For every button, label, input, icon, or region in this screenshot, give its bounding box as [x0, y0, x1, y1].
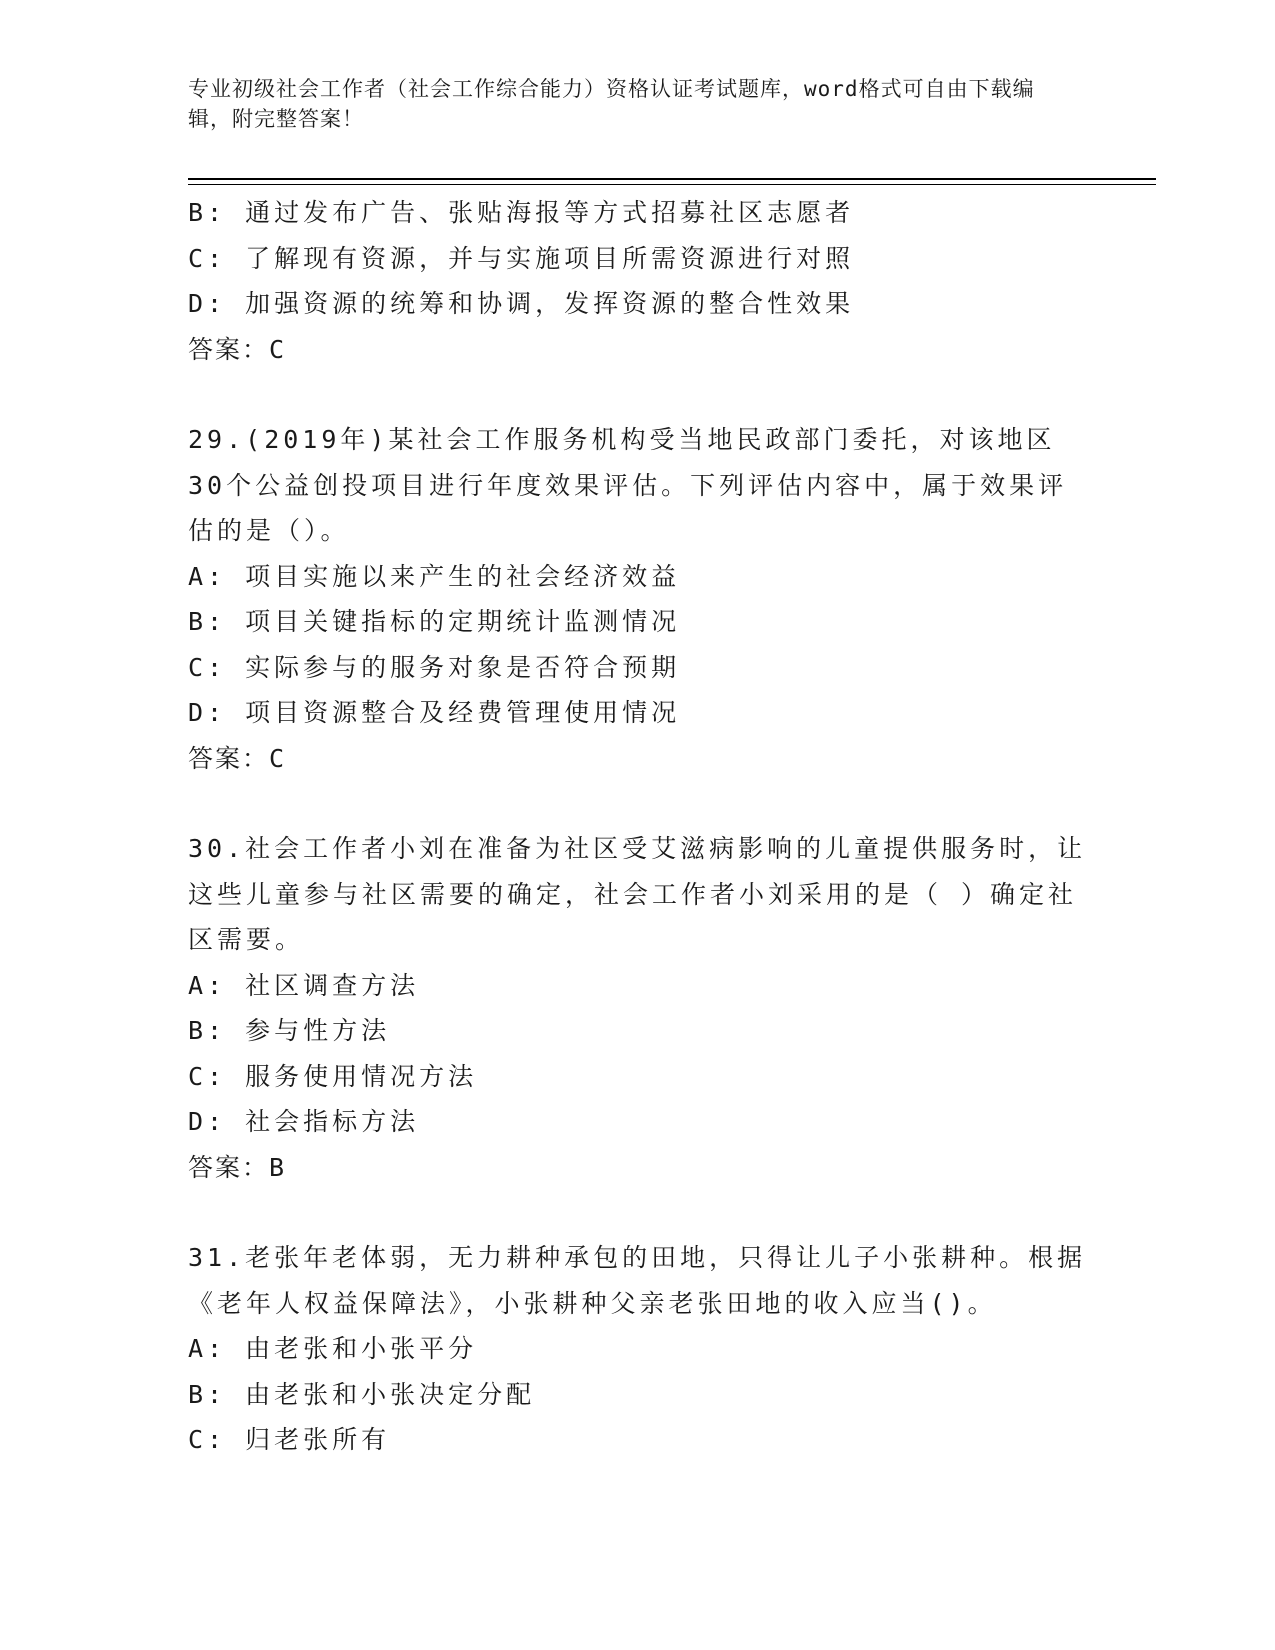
option-d: D: 项目资源整合及经费管理使用情况: [188, 698, 681, 727]
question-text: 31.老张年老体弱，无力耕种承包的田地，只得让儿子小张耕种。根据《老年人权益保障法》，小张耕种父亲老张田地的收入应当()。: [188, 1243, 1087, 1318]
option-a: A: 社区调查方法: [188, 970, 420, 1000]
option-b: B: 项目关键指标的定期统计监测情况: [188, 607, 681, 636]
header-rule-thin: [188, 184, 1156, 185]
question-30: [188, 826, 1088, 1190]
question-29: [188, 417, 1088, 781]
option-c: C: 实际参与的服务对象是否符合预期: [188, 652, 681, 682]
option-c: C: 了解现有资源，并与实施项目所需资源进行对照: [188, 243, 855, 273]
question-text: 30.社会工作者小刘在准备为社区受艾滋病影响的儿童提供服务时，让这些儿童参与社区需要的确定，社会工作者小刘采用的是（ ）确定社区需要。: [188, 834, 1087, 954]
question-31: [188, 1235, 1088, 1463]
option-a: A: 由老张和小张平分: [188, 1334, 478, 1363]
option-d: D: 社会指标方法: [188, 1107, 420, 1136]
question-text: 29.(2019年)某社会工作服务机构受当地民政部门委托，对该地区30个公益创投项目进行年度效果评估。下列评估内容中，属于效果评估的是（）。: [188, 425, 1068, 545]
answer-line: 答案：C: [188, 743, 287, 773]
header-rule-thick: [188, 178, 1156, 180]
option-b: B: 通过发布广告、张贴海报等方式招募社区志愿者: [188, 198, 855, 227]
option-b: B: 参与性方法: [188, 1016, 391, 1045]
option-a: A: 项目实施以来产生的社会经济效益: [188, 561, 681, 591]
option-b: B: 由老张和小张决定分配: [188, 1379, 536, 1409]
question-fragment: [188, 190, 1088, 372]
answer-line: 答案：B: [188, 1152, 287, 1182]
document-header: 专业初级社会工作者（社会工作综合能力）资格认证考试题库，word格式可自由下载编辑，附完整答案！: [188, 77, 1035, 131]
question-content: [188, 190, 1088, 1463]
option-c: C: 服务使用情况方法: [188, 1061, 478, 1091]
answer-line: 答案：C: [188, 334, 287, 364]
option-d: D: 加强资源的统筹和协调，发挥资源的整合性效果: [188, 289, 855, 318]
option-c: C: 归老张所有: [188, 1425, 391, 1454]
